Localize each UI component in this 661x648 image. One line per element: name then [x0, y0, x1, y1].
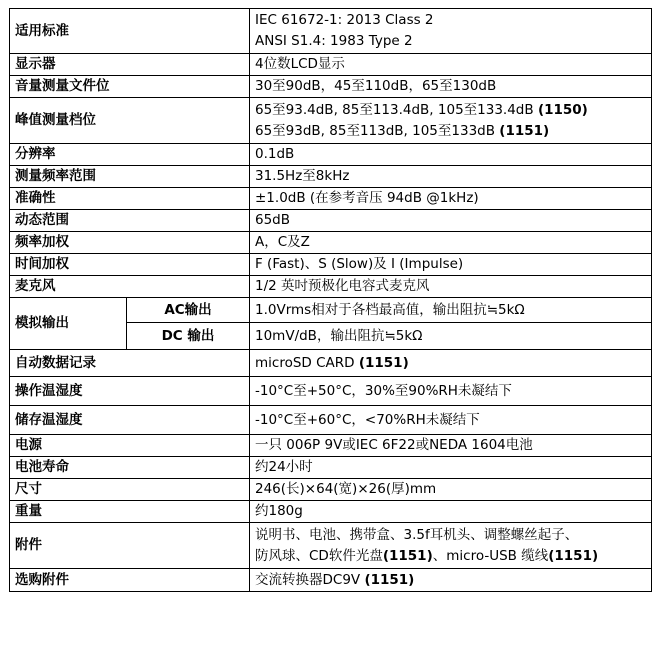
spec-table	[9, 8, 652, 592]
spec-value	[250, 144, 652, 166]
spec-value-line	[255, 254, 646, 275]
spec-value-line	[255, 525, 646, 546]
spec-value	[250, 232, 652, 254]
spec-value	[250, 9, 652, 54]
spec-value-text: 31.5Hz至8kHz	[255, 168, 350, 184]
spec-label: 麦克风	[10, 276, 250, 298]
spec-value-line	[255, 166, 646, 187]
spec-value-model-tag: (1151)	[358, 354, 409, 371]
spec-value-line	[255, 121, 646, 142]
spec-row	[10, 377, 652, 406]
spec-row	[10, 98, 652, 144]
spec-row	[10, 144, 652, 166]
spec-row	[10, 350, 652, 377]
spec-value-text: A，C及Z	[255, 234, 310, 250]
spec-value-text: 约24小时	[255, 459, 313, 475]
spec-value	[250, 166, 652, 188]
spec-sublabel-ac: AC输出	[127, 298, 250, 323]
spec-value	[250, 54, 652, 76]
spec-label: 附件	[10, 523, 250, 569]
spec-value-line	[255, 76, 646, 97]
spec-label: 电池寿命	[10, 457, 250, 479]
spec-value	[250, 76, 652, 98]
spec-label: 准确性	[10, 188, 250, 210]
spec-value-model-tag: (1151)	[499, 122, 550, 139]
spec-row	[10, 276, 652, 298]
spec-value-text: 约180g	[255, 503, 303, 519]
spec-value	[250, 188, 652, 210]
spec-value-model-tag: (1151)	[382, 547, 433, 564]
spec-label: 峰值测量档位	[10, 98, 250, 144]
spec-value-line	[255, 546, 646, 567]
spec-label: 适用标准	[10, 9, 250, 54]
spec-value	[250, 523, 652, 569]
spec-row	[10, 457, 652, 479]
spec-value	[250, 350, 652, 377]
spec-label: 动态范围	[10, 210, 250, 232]
spec-value-line	[255, 31, 646, 52]
spec-row	[10, 232, 652, 254]
spec-value	[250, 98, 652, 144]
spec-row	[10, 188, 652, 210]
spec-value-text: 0.1dB	[255, 146, 295, 162]
spec-row	[10, 76, 652, 98]
spec-label: 电源	[10, 435, 250, 457]
spec-value-line	[255, 276, 646, 297]
spec-value-line	[255, 144, 646, 165]
spec-value-text: IEC 61672-1: 2013 Class 2	[255, 12, 434, 28]
spec-value-line	[255, 54, 646, 75]
spec-value	[250, 569, 652, 592]
spec-value	[250, 479, 652, 501]
spec-value-text: 30至90dB，45至110dB，65至130dB	[255, 78, 497, 94]
spec-value-text: 说明书、电池、携带盒、3.5f耳机头、调整螺丝起子、	[255, 526, 579, 543]
spec-value-line	[255, 100, 646, 121]
spec-label-analog-output: 模拟输出	[10, 298, 127, 350]
spec-value-model-tag: (1150)	[537, 101, 588, 118]
spec-value	[250, 435, 652, 457]
spec-value-line	[255, 479, 646, 500]
spec-label: 分辨率	[10, 144, 250, 166]
spec-value-line	[255, 457, 646, 478]
spec-row	[10, 569, 652, 592]
spec-value-model-tag: (1151)	[364, 571, 415, 588]
spec-row	[10, 9, 652, 54]
spec-value-text: 1/2 英吋预极化电容式麦克风	[255, 278, 430, 294]
spec-value-text: 防风球、CD软件光盘	[255, 547, 383, 564]
spec-value	[250, 276, 652, 298]
spec-value-line	[255, 410, 646, 431]
spec-row	[10, 406, 652, 435]
spec-value-text: F (Fast)、S (Slow)及 I (Impulse)	[255, 256, 464, 272]
spec-value-line	[255, 353, 646, 374]
spec-value-text: 一只 006P 9V或IEC 6F22或NEDA 1604电池	[255, 437, 533, 453]
spec-label: 时间加权	[10, 254, 250, 276]
spec-value-dc: 10mV/dB，输出阻抗≒5kΩ	[250, 323, 652, 350]
spec-value-ac: 1.0Vrms相对于各档最高值，输出阻抗≒5kΩ	[250, 298, 652, 323]
spec-label: 自动数据记录	[10, 350, 250, 377]
spec-row	[10, 435, 652, 457]
spec-value-line	[255, 570, 646, 591]
spec-value-line	[255, 210, 646, 231]
spec-value	[250, 377, 652, 406]
spec-value	[250, 254, 652, 276]
spec-value-text: 65至93.4dB, 85至113.4dB, 105至133.4dB	[255, 101, 538, 118]
spec-label: 选购附件	[10, 569, 250, 592]
spec-row	[10, 501, 652, 523]
spec-label: 显示器	[10, 54, 250, 76]
spec-value	[250, 457, 652, 479]
spec-value	[250, 501, 652, 523]
spec-label: 测量频率范围	[10, 166, 250, 188]
spec-row	[10, 523, 652, 569]
spec-label: 音量测量文件位	[10, 76, 250, 98]
spec-value-text: 4位数LCD显示	[255, 56, 345, 72]
spec-value-text: microSD CARD	[255, 354, 359, 371]
spec-value-line	[255, 232, 646, 253]
spec-row-analog-ac	[10, 298, 652, 323]
spec-value-text: -10°C至+50°C，30%至90%RH未凝结下	[255, 382, 512, 399]
spec-label: 重量	[10, 501, 250, 523]
spec-label: 储存温湿度	[10, 406, 250, 435]
spec-value-line	[255, 435, 646, 456]
spec-row	[10, 166, 652, 188]
spec-value-line	[255, 501, 646, 522]
spec-table-body	[10, 9, 652, 592]
spec-sublabel-dc: DC 输出	[127, 323, 250, 350]
spec-value-text: 65至93dB, 85至113dB, 105至133dB	[255, 122, 500, 139]
spec-value-line	[255, 381, 646, 402]
spec-row	[10, 210, 652, 232]
spec-value	[250, 406, 652, 435]
spec-row	[10, 479, 652, 501]
spec-value-line	[255, 188, 646, 209]
spec-label: 尺寸	[10, 479, 250, 501]
spec-value-text: 246(长)×64(宽)×26(厚)mm	[255, 481, 437, 497]
spec-value-text: 、micro-USB 缆线(1151)	[432, 547, 599, 564]
spec-value	[250, 210, 652, 232]
spec-row	[10, 54, 652, 76]
spec-label: 频率加权	[10, 232, 250, 254]
spec-value-text: 65dB	[255, 212, 291, 228]
spec-value-text: -10°C至+60°C，<70%RH未凝结下	[255, 411, 480, 428]
spec-value-text: ±1.0dB (在参考音压 94dB @1kHz)	[255, 190, 479, 206]
spec-value-text: ANSI S1.4: 1983 Type 2	[255, 33, 413, 49]
spec-value-line	[255, 10, 646, 31]
spec-label: 操作温湿度	[10, 377, 250, 406]
spec-row	[10, 254, 652, 276]
spec-value-text: 交流转换器DC9V	[255, 571, 365, 588]
